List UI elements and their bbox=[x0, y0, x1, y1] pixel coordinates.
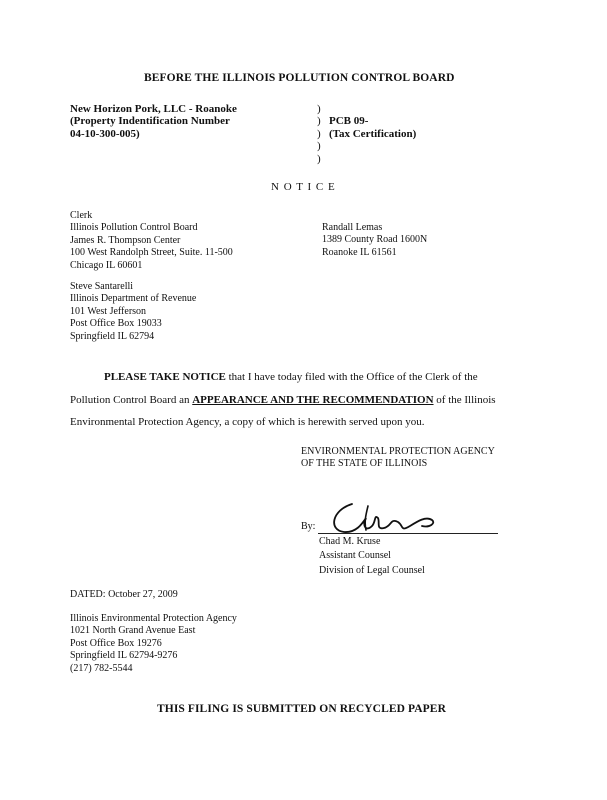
agency-block bbox=[301, 446, 495, 471]
address-line: Randall Lemas bbox=[322, 222, 383, 233]
address-line: Illinois Pollution Control Board bbox=[70, 222, 198, 234]
caption-line: (Property Indentification Number bbox=[70, 115, 230, 128]
board-title: BEFORE THE ILLINOIS POLLUTION CONTROL BOARD bbox=[144, 72, 455, 84]
body-text: of the Illinois bbox=[433, 394, 496, 406]
caption-line: 04-10-300-005) bbox=[70, 127, 140, 140]
address-line: Steve Santarelli bbox=[70, 281, 134, 292]
signer-block bbox=[319, 536, 425, 577]
address-line: Roanoke IL 61561 bbox=[322, 246, 397, 258]
address-line: Clerk bbox=[70, 210, 93, 221]
agency-line: OF THE STATE OF ILLINOIS bbox=[301, 458, 428, 470]
handwritten-signature bbox=[322, 496, 452, 540]
case-type: (Tax Certification) bbox=[329, 128, 417, 140]
addressee-steve bbox=[70, 281, 196, 343]
addressee-clerk bbox=[70, 210, 233, 272]
caption-parens bbox=[317, 103, 321, 165]
notice-body-line-1 bbox=[104, 366, 478, 388]
address-line: Post Office Box 19276 bbox=[70, 637, 162, 649]
signer-division: Division of Legal Counsel bbox=[319, 564, 425, 576]
caption-paren: ) bbox=[317, 152, 321, 165]
address-line: 1389 County Road 1600N bbox=[322, 234, 428, 246]
address-line: 101 West Jefferson bbox=[70, 305, 147, 317]
dated-value: October 27, 2009 bbox=[108, 589, 178, 600]
address-line: Springfield IL 62794 bbox=[70, 330, 155, 342]
case-caption-party bbox=[70, 103, 237, 140]
signer-title: Assistant Counsel bbox=[319, 550, 391, 562]
recycled-paper-footer: THIS FILING IS SUBMITTED ON RECYCLED PAPER bbox=[157, 703, 446, 715]
addressee-randall bbox=[322, 222, 427, 259]
return-address bbox=[70, 613, 237, 675]
address-line: 1021 North Grand Avenue East bbox=[70, 625, 196, 637]
address-line: 100 West Randolph Street, Suite. 11-500 bbox=[70, 247, 233, 259]
please-take-notice: PLEASE TAKE NOTICE bbox=[104, 371, 226, 383]
address-line: Post Office Box 19033 bbox=[70, 318, 162, 330]
dated-label: DATED: bbox=[70, 589, 106, 600]
address-line: Chicago IL 60601 bbox=[70, 259, 143, 271]
signer-name: Chad M. Kruse bbox=[319, 536, 381, 547]
body-text: Environmental Protection Agency, a copy of which is herewith served upon you. bbox=[70, 416, 425, 428]
by-label: By: bbox=[301, 521, 316, 532]
agency-line: ENVIRONMENTAL PROTECTION AGENCY bbox=[301, 446, 495, 457]
body-text: Pollution Control Board an bbox=[70, 394, 193, 406]
address-line: James R. Thompson Center bbox=[70, 234, 181, 246]
notice-body-line-2 bbox=[70, 389, 496, 411]
caption-paren: ) bbox=[317, 140, 321, 153]
dated-line bbox=[70, 589, 178, 601]
address-line: Illinois Environmental Protection Agency bbox=[70, 613, 237, 624]
address-line: Illinois Department of Revenue bbox=[70, 293, 197, 305]
body-text: that I have today filed with the Office of the Clerk of the bbox=[225, 371, 478, 383]
address-line: (217) 782-5544 bbox=[70, 662, 133, 674]
caption-paren: ) bbox=[317, 115, 321, 128]
notice-heading: N O T I C E bbox=[271, 181, 336, 193]
notice-body-line-3 bbox=[70, 411, 425, 433]
caption-paren: ) bbox=[317, 103, 321, 115]
caption-line: New Horizon Pork, LLC - Roanoke bbox=[70, 103, 237, 115]
document-title: APPEARANCE AND THE RECOMMENDATION bbox=[192, 394, 434, 406]
address-line: Springfield IL 62794-9276 bbox=[70, 650, 178, 662]
case-number: PCB 09- bbox=[329, 115, 369, 127]
caption-paren: ) bbox=[317, 127, 321, 140]
